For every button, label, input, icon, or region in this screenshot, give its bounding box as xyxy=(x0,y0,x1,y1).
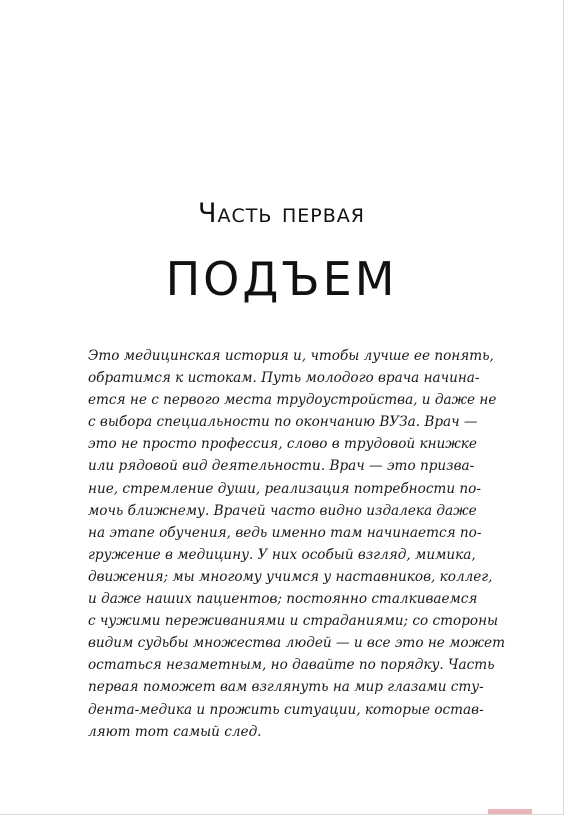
paragraph-line: дента-медика и прожить ситуации, которые остав- xyxy=(88,701,484,718)
part-label: Часть первая xyxy=(198,198,365,229)
paragraph-line: ние, стремление души, реализация потребности по- xyxy=(88,480,481,497)
paragraph-line: видим судьбы множества людей — и все это не может xyxy=(88,635,505,652)
chapter-title: ПОДЪЕМ xyxy=(165,252,398,306)
paragraph-line: обратимся к истокам. Путь молодого врача начина- xyxy=(88,370,480,387)
paragraph-line: ляют тот самый след. xyxy=(88,723,262,740)
paragraph-line: и даже наших пациентов; постоянно сталкиваемся xyxy=(88,591,478,608)
paragraph-line: с выбора специальности по окончанию ВУЗа. Врач — xyxy=(88,414,478,431)
intro-paragraph xyxy=(88,345,505,743)
paragraph-line: или рядовой вид деятельности. Врач — это призва- xyxy=(88,458,475,475)
paragraph-line: мочь ближнему. Врачей часто видно издалека даже xyxy=(88,502,477,519)
paragraph-line: это не просто профессия, слово в трудовой книжке xyxy=(88,436,477,453)
paragraph-line: остаться незаметным, но давайте по порядку. Часть xyxy=(88,657,495,674)
paragraph-line: с чужими переживаниями и страданиями; со стороны xyxy=(88,613,499,630)
page-edge-mark xyxy=(488,809,532,814)
paragraph-line: ется не с первого места трудоустройства, и даже не xyxy=(88,392,497,409)
part-heading xyxy=(0,198,563,229)
paragraph-line: на этапе обучения, ведь именно там начинается по- xyxy=(88,524,482,541)
paragraph-line: первая поможет вам взглянуть на мир глазами сту- xyxy=(88,679,484,696)
paragraph-line: гружение в медицину. У них особый взгляд, мимика, xyxy=(88,546,476,563)
paragraph-line: движения; мы многому учимся у наставников, коллег, xyxy=(88,568,493,585)
paragraph-line: Это медицинская история и, чтобы лучше ее понять, xyxy=(88,348,494,364)
